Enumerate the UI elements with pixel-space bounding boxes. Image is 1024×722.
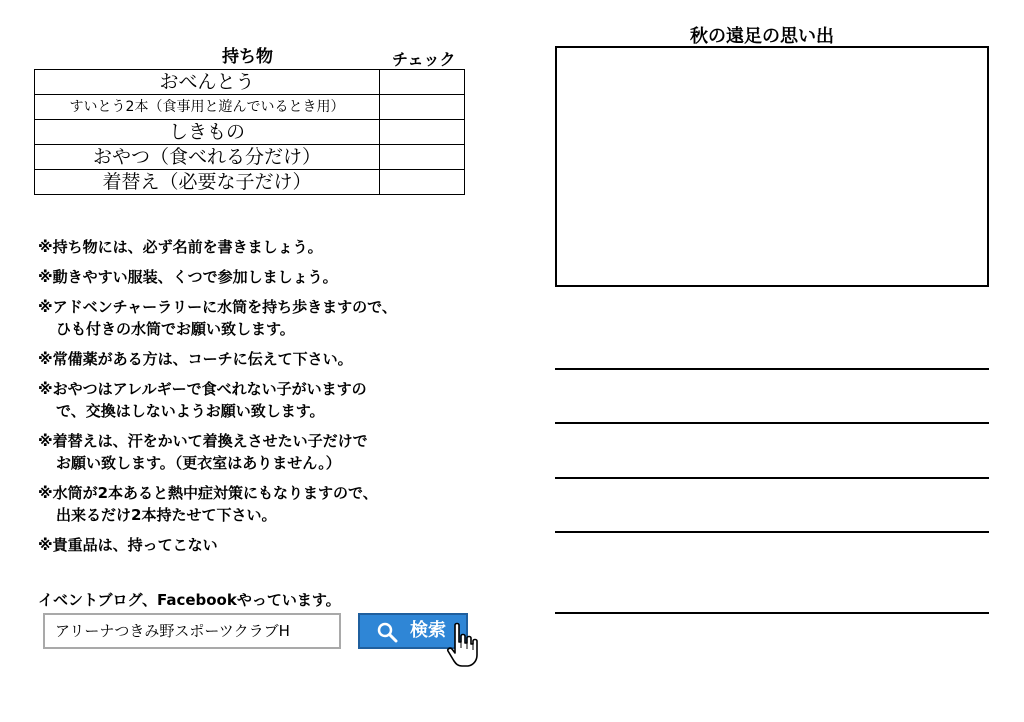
- writing-line: [555, 612, 989, 614]
- note-line: ※貴重品は、持ってこない: [38, 536, 218, 554]
- search-button-label: 検索: [410, 620, 446, 641]
- notes-list: [38, 236, 508, 564]
- search-icon: [376, 621, 398, 654]
- item-cell: 着替え（必要な子だけ）: [35, 170, 380, 195]
- check-header: チェック: [392, 50, 456, 69]
- table-row: [35, 70, 465, 95]
- note-item: [38, 482, 508, 526]
- note-line-continued: で、交換はしないようお願い致します。: [56, 402, 325, 420]
- check-cell[interactable]: [380, 120, 465, 145]
- writing-line: [555, 531, 989, 533]
- item-cell: おべんとう: [35, 70, 380, 95]
- table-row: [35, 170, 465, 195]
- note-item: [38, 534, 508, 556]
- note-item: [38, 348, 508, 370]
- note-item: [38, 236, 508, 258]
- note-line-continued: ひも付きの水筒でお願い致します。: [56, 320, 295, 338]
- note-item: [38, 296, 508, 340]
- check-cell[interactable]: [380, 70, 465, 95]
- items-header: 持ち物: [222, 47, 273, 67]
- note-line: ※アドベンチャーラリーに水筒を持ち歩きますので、: [38, 298, 397, 316]
- note-item: [38, 266, 508, 288]
- item-cell: すいとう2本（食事用と遊んでいるとき用）: [35, 95, 380, 120]
- note-line-continued: お願い致します。（更衣室はありません。）: [56, 454, 341, 472]
- photo-frame: [555, 46, 989, 287]
- item-cell: おやつ（食べれる分だけ）: [35, 145, 380, 170]
- table-row: [35, 95, 465, 120]
- event-text: イベントブログ、Facebookやっています。: [38, 591, 341, 609]
- search-input[interactable]: アリーナつきみ野スポーツクラブH: [43, 613, 341, 649]
- note-line: ※おやつはアレルギーで食べれない子がいますの: [38, 380, 367, 398]
- writing-line: [555, 368, 989, 370]
- check-cell[interactable]: [380, 95, 465, 120]
- item-cell: しきもの: [35, 120, 380, 145]
- note-item: [38, 378, 508, 422]
- check-cell[interactable]: [380, 170, 465, 195]
- note-line: ※水筒が2本あると熱中症対策にもなりますので、: [38, 484, 378, 502]
- items-table: [34, 69, 465, 195]
- note-item: [38, 430, 508, 474]
- note-line: ※常備薬がある方は、コーチに伝えて下さい。: [38, 350, 353, 368]
- hand-pointer-icon: [446, 622, 486, 674]
- table-row: [35, 145, 465, 170]
- table-row: [35, 120, 465, 145]
- writing-line: [555, 477, 989, 479]
- note-line: ※動きやすい服装、くつで参加しましょう。: [38, 268, 338, 286]
- check-cell[interactable]: [380, 145, 465, 170]
- note-line-continued: 出来るだけ2本持たせて下さい。: [56, 506, 277, 524]
- note-line: ※着替えは、汗をかいて着換えさせたい子だけで: [38, 432, 368, 450]
- note-line: ※持ち物には、必ず名前を書きましょう。: [38, 238, 323, 256]
- page-title: 秋の遠足の思い出: [690, 26, 834, 47]
- writing-line: [555, 422, 989, 424]
